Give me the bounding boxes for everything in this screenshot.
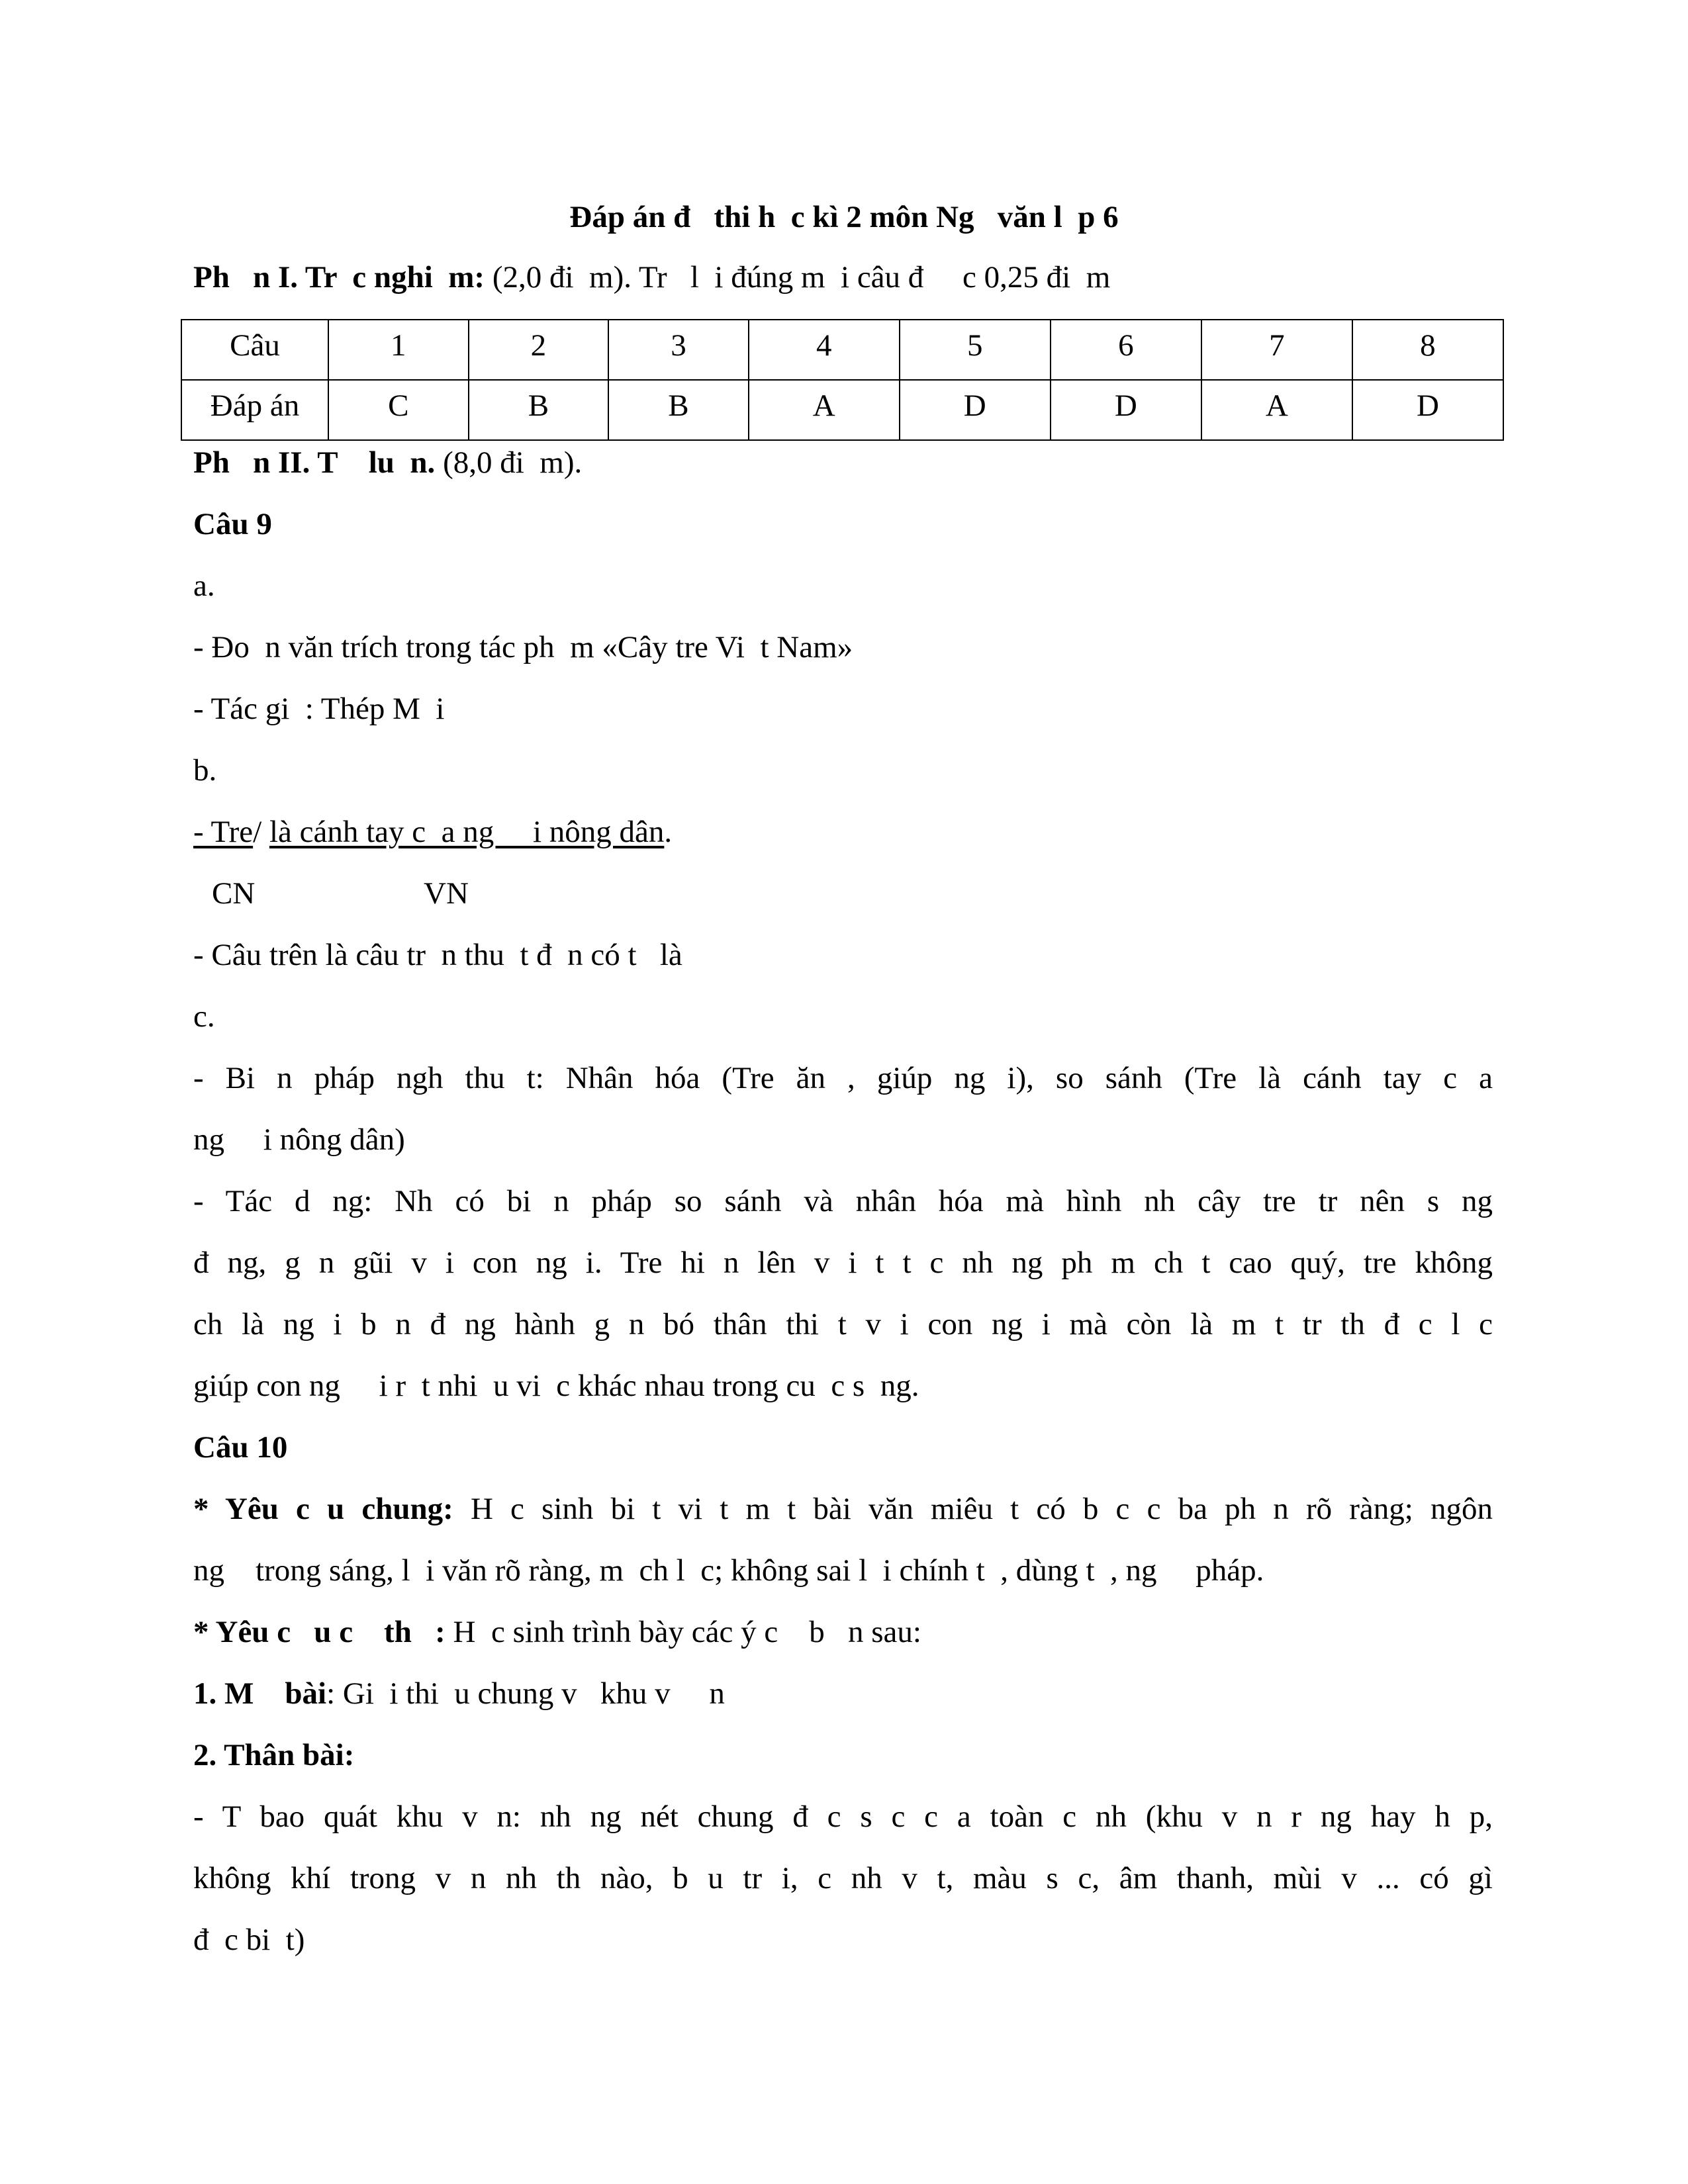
table-answer-cell: C (328, 380, 469, 440)
vn-label: VN (424, 876, 469, 911)
mo-bai-line (193, 1674, 725, 1713)
table-answer-cell: A (1201, 380, 1352, 440)
cau9-a-line1: - Đo n văn trích trong tác ph m «Cây tre Vi t Nam» (193, 630, 853, 664)
table-answer-label: Đáp án (181, 380, 328, 440)
cau9-c-label: c. (193, 999, 215, 1034)
cau10-heading: Câu 10 (193, 1430, 288, 1465)
cau9-c-line2a: - Tác d ng: Nh có bi n pháp so sánh và nhân hóa mà hình nh cây tre tr nên s ng (193, 1184, 1493, 1218)
table-question-cell: 7 (1201, 320, 1352, 380)
cau10-req2-line (193, 1612, 921, 1652)
cau9-a-label: a. (193, 569, 215, 603)
cau9-a-line2: - Tác gi : Thép M i (193, 692, 445, 726)
req1-text: H c sinh bi t vi t m t bài văn miêu t có b c c ba ph n rõ ràng; ngôn (453, 1492, 1493, 1526)
part2-line (193, 443, 582, 482)
part2-heading: Ph n II. T lu n. (193, 445, 436, 480)
table-header-label: Câu (181, 320, 328, 380)
sentence-period: . (664, 815, 673, 849)
cau9-c-line1b: ng i nông dân) (193, 1122, 405, 1157)
part1-line (193, 257, 1110, 297)
than-bai-line3: đ c bi t) (193, 1923, 305, 1957)
cau9-b-sentence (193, 812, 672, 852)
predicate-text: là cánh tay c a ng i nông dân (269, 815, 665, 849)
table-question-cell: 2 (469, 320, 609, 380)
table-answer-cell: D (900, 380, 1051, 440)
table-answer-cell: D (1051, 380, 1201, 440)
cau9-c-line2c: ch là ng i b n đ ng hành g n bó thân thi t v i con ng i mà còn là m t tr th đ c l c (193, 1307, 1493, 1342)
table-answer-cell: B (608, 380, 749, 440)
cau10-req1-line2: ng trong sáng, l i văn rõ ràng, m ch l c; không sai l i chính t , dùng t , ng pháp. (193, 1553, 1264, 1588)
table-question-cell: 1 (328, 320, 469, 380)
req2-text: H c sinh trình bày các ý c b n sau: (445, 1615, 921, 1649)
table-row-questions (181, 320, 1503, 380)
cau9-heading: Câu 9 (193, 507, 272, 541)
table-answer-cell: A (749, 380, 900, 440)
table-question-cell: 8 (1352, 320, 1503, 380)
subject-text: - Tre (193, 815, 254, 849)
part1-description: (2,0 đi m). Tr l i đúng m i câu đ c 0,25 đi m (485, 260, 1111, 295)
than-bai-line2: không khí trong v n nh th nào, b u tr i, c nh v t, màu s c, âm thanh, mùi v ... có gì (193, 1861, 1493, 1895)
cau9-b-line2: - Câu trên là câu tr n thu t đ n có t là (193, 938, 682, 972)
mo-bai-heading: 1. M bài (193, 1676, 327, 1711)
answer-table (181, 319, 1504, 441)
table-row-answers (181, 380, 1503, 440)
table-question-cell: 3 (608, 320, 749, 380)
than-bai-line1: - T bao quát khu v n: nh ng nét chung đ c s c c a toàn c nh (khu v n r ng hay h p, (193, 1799, 1493, 1834)
cn-label: CN (212, 876, 256, 911)
cau10-req1-line1 (193, 1489, 1493, 1529)
mo-bai-text: : Gi i thi u chung v khu v n (326, 1676, 725, 1711)
part1-heading: Ph n I. Tr c nghi m: (193, 260, 485, 295)
part2-description: (8,0 đi m). (435, 445, 583, 480)
slash-separator: / (253, 815, 269, 849)
document-title: Đáp án đ thi h c kì 2 môn Ng văn l p 6 (569, 200, 1119, 234)
table-answer-cell: D (1352, 380, 1503, 440)
than-bai-heading: 2. Thân bài: (193, 1738, 355, 1772)
req2-heading: * Yêu c u c th : (193, 1615, 445, 1649)
cau9-c-line2d: giúp con ng i r t nhi u vi c khác nhau trong cu c s ng. (193, 1369, 919, 1403)
cau9-b-label: b. (193, 753, 217, 788)
table-answer-cell: B (469, 380, 609, 440)
req1-heading: * Yêu c u chung: (193, 1492, 453, 1526)
table-question-cell: 6 (1051, 320, 1201, 380)
cau9-c-line2b: đ ng, g n gũi v i con ng i. Tre hi n lên v i t t c nh ng ph m ch t cao quý, tre không (193, 1246, 1493, 1280)
table-question-cell: 4 (749, 320, 900, 380)
table-question-cell: 5 (900, 320, 1051, 380)
cau9-c-line1: - Bi n pháp ngh thu t: Nhân hóa (Tre ăn , giúp ng i), so sánh (Tre là cánh tay c a (193, 1061, 1493, 1095)
